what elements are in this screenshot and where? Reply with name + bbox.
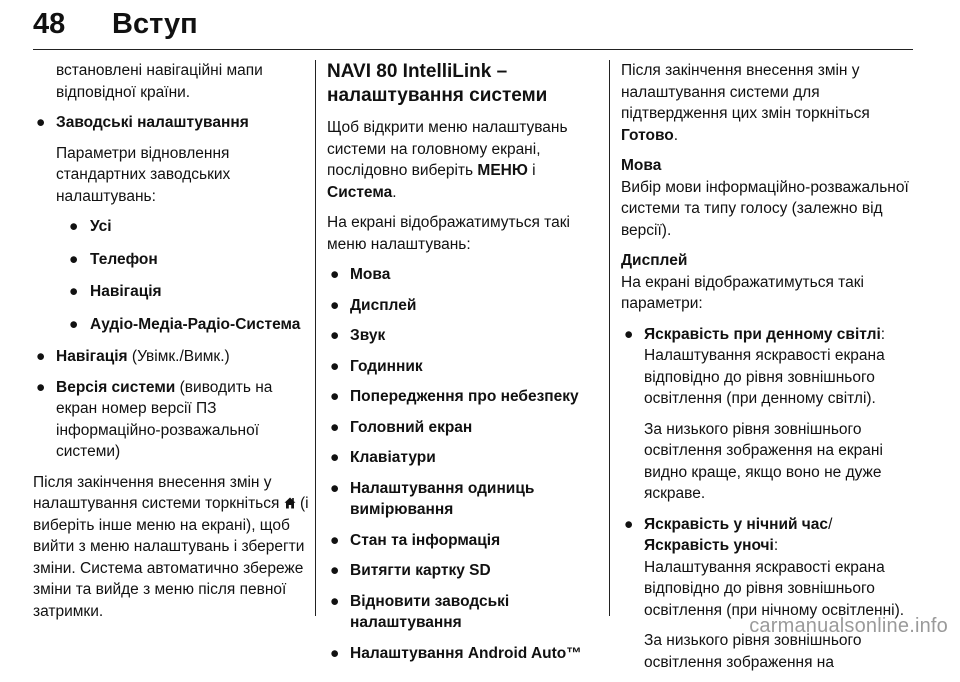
list-item-version <box>33 377 309 463</box>
language-title: Мова <box>621 157 662 174</box>
sub-list-item <box>33 216 309 238</box>
menu-item-label: Відновити заводські налаштування <box>350 592 510 631</box>
menu-item-label: Витягти картку SD <box>350 562 491 579</box>
done-label: Готово <box>621 126 674 144</box>
list-item-navigation <box>33 346 309 368</box>
outro-text <box>33 472 309 623</box>
bullet: ● <box>330 418 340 436</box>
period: . <box>673 126 679 144</box>
sub-list-item <box>33 314 309 336</box>
outro-after-icon: (і виберіть інше меню на екрані), щоб вийти з меню налаштувань і зберегти зміни. Система автоматично збереже зміни та вийде з меню після певної затримки. <box>33 495 309 620</box>
bullet: ● <box>69 315 79 333</box>
menu-list-item <box>327 560 603 582</box>
menu-item-label: Годинник <box>350 357 423 375</box>
bullet: ● <box>330 479 340 497</box>
night-colon: : <box>773 537 779 554</box>
bullet: ● <box>36 348 46 365</box>
section-title: NAVI 80 IntelliLink – налаштування системи <box>327 61 548 106</box>
bullet: ● <box>69 283 79 300</box>
display-title: Дисплей <box>621 252 688 269</box>
menu-list-item <box>327 325 603 347</box>
list-item-day-brightness <box>621 324 911 505</box>
open-menu-before: Щоб відкрити меню налаштувань системи на головному екрані, послідовно виберіть <box>327 119 568 179</box>
menu-list-item <box>327 478 603 521</box>
menu-list-item <box>327 356 603 378</box>
menu-item-label: Налаштування одиниць вимірювання <box>350 479 535 518</box>
day-colon: : <box>880 325 886 343</box>
display-desc: На екрані відображатимуться такі параметри: <box>621 273 864 312</box>
sub-list-item <box>33 281 309 303</box>
bullet: ● <box>69 250 79 268</box>
header-divider <box>33 49 913 50</box>
bullet: ● <box>330 592 340 610</box>
sub-item-label: Аудіо-Медіа-Радіо-Система <box>90 315 301 333</box>
list-item-night-brightness <box>621 514 911 674</box>
system-label: Система <box>327 183 393 201</box>
period: . <box>392 183 397 201</box>
menu-item-label: Дисплей <box>350 296 417 314</box>
day-brightness-desc: Налаштування яскравості екрана відповідно до рівня зовнішнього освітлення (при денному світлі). <box>644 347 885 407</box>
page-number: 48 <box>33 8 66 40</box>
factory-label: Заводські налаштування <box>56 114 249 131</box>
menu-list-item <box>327 417 603 439</box>
and-text: і <box>527 162 536 179</box>
confirm-before: Після закінчення внесення змін у налаштування системи для підтвердження цих змін торкніться <box>621 62 870 122</box>
menu-item-label: Клавіатури <box>350 449 436 466</box>
bullet: ● <box>330 449 340 466</box>
sub-item-label: Телефон <box>90 250 158 268</box>
open-menu-text <box>327 117 603 203</box>
bullet: ● <box>330 388 340 405</box>
intro-text: встановлені навігаційні мапи відповідної країни. <box>56 62 263 101</box>
list-item-factory <box>33 112 309 207</box>
confirm-text <box>621 60 911 146</box>
menu-list-item <box>327 295 603 317</box>
menu-list-item <box>327 447 603 469</box>
menu-item-label: Мова <box>350 266 391 283</box>
home-icon <box>284 495 296 512</box>
sub-item-label: Усі <box>90 218 112 235</box>
page-header <box>33 4 913 46</box>
outro-before-icon: Після закінчення внесення змін у налаштування системи торкніться <box>33 473 284 512</box>
column-divider-2 <box>609 60 610 616</box>
bullet: ● <box>624 515 634 533</box>
column-3 <box>621 60 911 682</box>
sub-item-label: Навігація <box>90 283 162 300</box>
menu-list-item <box>327 386 603 408</box>
bullet: ● <box>330 644 340 662</box>
bullet: ● <box>69 218 79 235</box>
menu-item-label: Звук <box>350 327 386 344</box>
night-slash: / <box>828 515 833 533</box>
menu-item-label: Головний екран <box>350 418 473 436</box>
factory-desc: Параметри відновлення стандартних заводських налаштувань: <box>56 144 231 205</box>
bullet: ● <box>330 296 340 314</box>
bullet: ● <box>330 357 340 375</box>
version-label: Версія системи <box>56 378 176 396</box>
bullet: ● <box>330 327 340 344</box>
bullet: ● <box>624 325 634 343</box>
night-brightness-label-alt: Яскравість уночі <box>644 537 774 554</box>
day-brightness-label: Яскравість при денному світлі <box>644 325 881 343</box>
bullet: ● <box>36 114 46 131</box>
column-1 <box>33 60 309 631</box>
version-desc: (виводить на екран номер версії ПЗ інформаційно-розважальної системи) <box>56 378 273 460</box>
menu-item-label: Попередження про небезпеку <box>350 388 579 405</box>
nav-desc: (Увімк./Вимк.) <box>127 348 230 365</box>
menu-item-label: Налаштування Android Auto™ <box>350 644 582 662</box>
day-brightness-note: За низького рівня зовнішнього освітлення зображення на екрані видно краще, якщо воно не дуже яскраве. <box>644 420 883 502</box>
menu-list-item <box>327 643 603 665</box>
menu-list-item <box>327 264 603 286</box>
language-desc: Вибір мови інформаційно-розважальної системи та типу голосу (залежно від версії). <box>621 178 909 239</box>
bullet: ● <box>330 531 340 549</box>
menu-intro-text: На екрані відображатимуться такі меню налаштувань: <box>327 214 570 253</box>
sub-list-item <box>33 249 309 271</box>
bullet: ● <box>36 378 46 396</box>
night-brightness-desc: Налаштування яскравості екрана відповідно до рівня зовнішнього освітлення (при нічному освітленні). <box>644 558 905 619</box>
menu-list-item <box>327 530 603 552</box>
column-divider-1 <box>315 60 316 616</box>
bullet: ● <box>330 266 340 283</box>
bullet: ● <box>330 562 340 579</box>
nav-label: Навігація <box>56 348 128 365</box>
watermark: carmanualsonline.info <box>749 615 948 637</box>
menu-label: МЕНЮ <box>477 162 528 179</box>
page-title: Вступ <box>112 8 198 40</box>
night-brightness-note: За низького рівня зовнішнього освітлення зображення на <box>644 632 862 671</box>
menu-list-item <box>327 591 603 634</box>
night-brightness-label: Яскравість у нічний час <box>644 515 829 533</box>
column-2 <box>327 60 603 673</box>
menu-item-label: Стан та інформація <box>350 531 501 549</box>
